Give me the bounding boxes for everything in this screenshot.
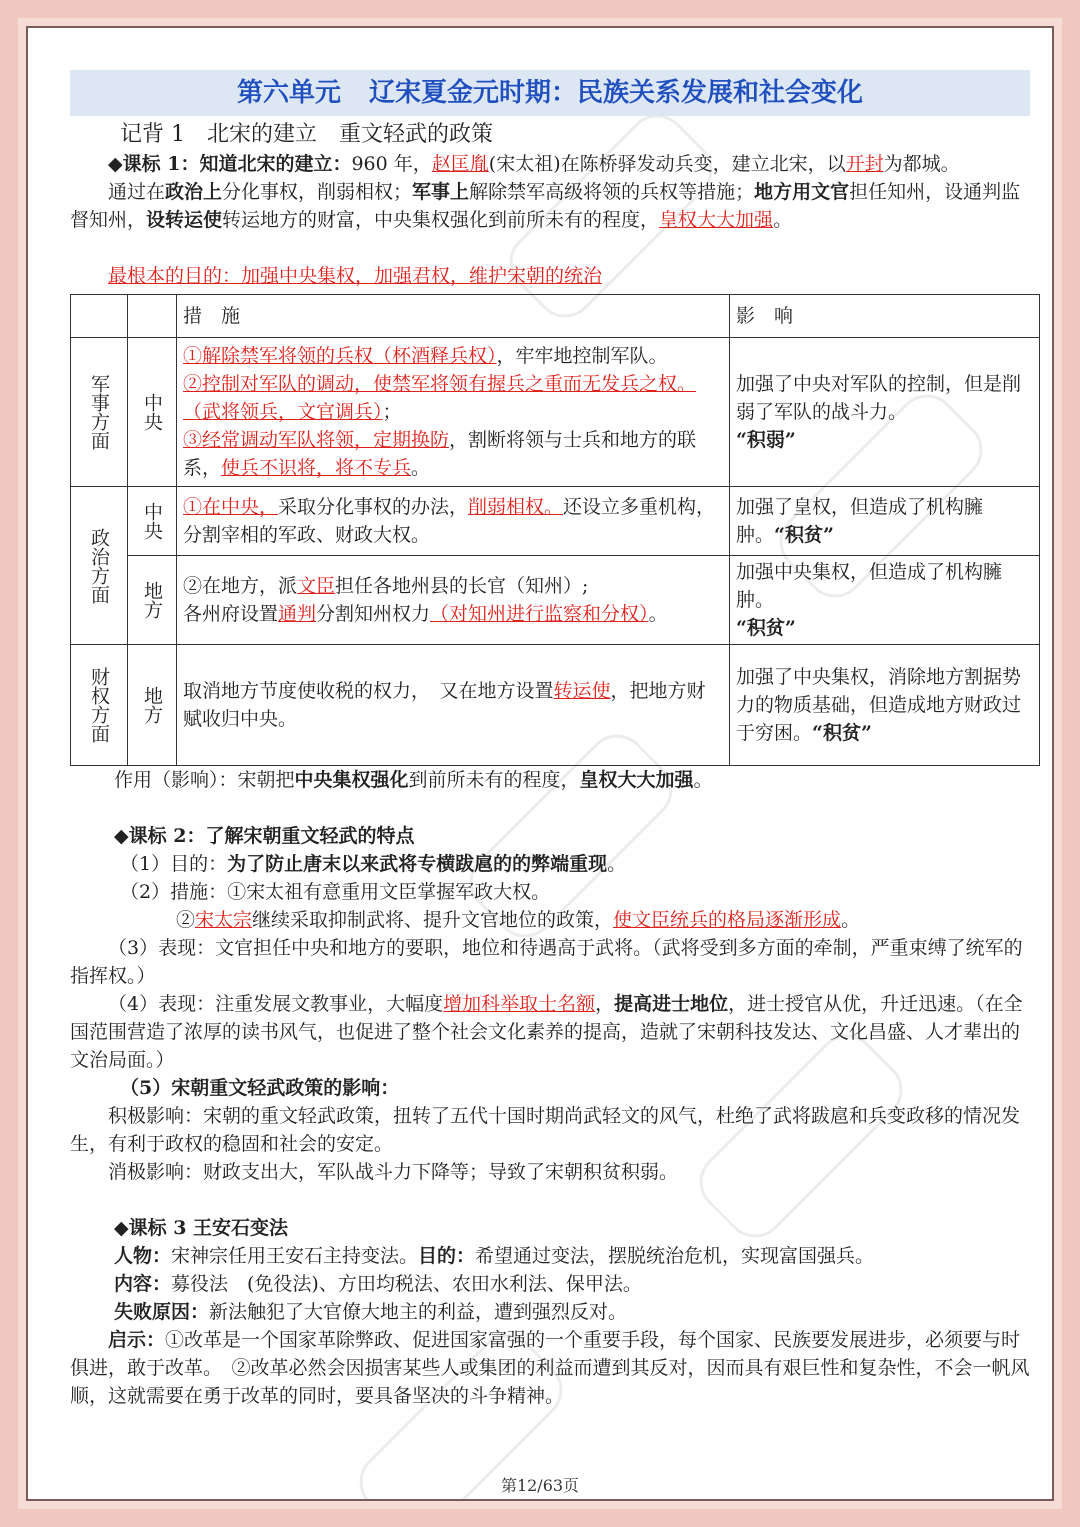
header-measures: 措 施 [177, 295, 730, 338]
category-finance: 财权方面 [71, 645, 128, 766]
fundamental-purpose: 最根本的目的：加强中央集权，加强君权，维护宋朝的统治 [108, 265, 603, 287]
table-row-finance [71, 645, 1040, 766]
category-military: 军事方面 [71, 338, 128, 487]
role-paragraph: 作用（影响）：宋朝把中央集权强化到前所未有的程度，皇权大大加强。 [114, 769, 713, 791]
page-title: 第六单元 辽宋夏金元时期：民族关系发展和社会变化 [70, 70, 1030, 116]
centralization-paragraph: 通过在政治上分化事权，削弱相权；军事上解除禁军高级将领的兵权等措施；地方用文官担任知州，设通判监督知州，设转运使转运地方的财富，中央集权强化到前所未有的程度，皇权大大加强。 [70, 181, 1021, 231]
header-effect: 影 响 [730, 295, 1040, 338]
military-measures: ①解除禁军将领的兵权（杯酒释兵权），牢牢地控制军队。 ②控制对军队的调动，使禁军将领有握兵之重而无发兵之权。（武将领兵，文官调兵）； ③经常调动军队将领，定期换防，割断将领与士兵和地方的联系，使兵不识将，将不专兵。 [177, 338, 730, 487]
document-content [70, 70, 1030, 1410]
kb2-line: 积极影响：宋朝的重文轻武政策，扭转了五代十国时期尚武轻文的风气，杜绝了武将跋扈和兵变政移的情况发生，有利于政权的稳固和社会的安定。 [70, 1105, 1021, 1155]
military-effect: 加强了中央对军队的控制，但是削弱了军队的战斗力。 “积弱” [730, 338, 1040, 487]
kb3-line: 启示：①改革是一个国家革除弊政、促进国家富强的一个重要手段，每个国家、民族要发展进步，必须要与时俱进，敢于改革。 ②改革必然会因损害某些人或集团的利益而遭到其反对，因而具有艰巨性和复杂性，不会一帆风顺，这就需要在勇于改革的同时，要具备坚决的斗争精神。 [70, 1329, 1030, 1407]
table-row-military [71, 338, 1040, 487]
political-local-effect: 加强中央集权，但造成了机构臃肿。 “积贫” [730, 556, 1040, 645]
measures-table [70, 294, 1040, 766]
kb3-heading: ◆课标 3 王安石变法 [114, 1217, 289, 1239]
sub-local: 地方 [128, 556, 177, 645]
kb3-line: 失败原因：新法触犯了大官僚大地主的利益，遭到强烈反对。 [114, 1301, 628, 1323]
page-number: 第12/63页 [500, 1476, 580, 1495]
sub-central: 中央 [128, 338, 177, 487]
kb2-heading: ◆课标 2：了解宋朝重文轻武的特点 [114, 825, 415, 847]
category-political: 政治方面 [71, 487, 128, 645]
kb1-paragraph: ◆课标 1：知道北宋的建立：960 年，赵匡胤(宋太祖)在陈桥驿发动兵变，建立北宋，以开封为都城。 [108, 153, 960, 175]
kb2-line: （5）宋朝重文轻武政策的影响： [120, 1077, 400, 1099]
kb3-line: 内容：募役法 (免役法)、方田均税法、农田水利法、保甲法。 [114, 1273, 642, 1295]
table-row-political-local [71, 556, 1040, 645]
kb2-line: （1）目的：为了防止唐末以来武将专横跋扈的的弊端重现。 [120, 853, 627, 875]
table-row-political-central [71, 487, 1040, 556]
table-header-row [71, 295, 1040, 338]
finance-effect: 加强了中央集权，消除地方割据势力的物质基础，但造成地方财政过于穷困。“积贫” [730, 645, 1040, 766]
kb3-line: 人物：宋神宗任用王安石主持变法。目的：希望通过变法，摆脱统治危机，实现富国强兵。 [114, 1245, 875, 1267]
document-page [26, 26, 1054, 1501]
sub-central: 中央 [128, 487, 177, 556]
political-local-measures: ②在地方，派文臣担任各地州县的长官（知州）; 各州府设置通判分割知州权力（对知州进行监察和分权）。 [177, 556, 730, 645]
kb2-line: （3）表现：文官担任中央和地方的要职，地位和待遇高于武将。（武将受到多方面的牵制，严重束缚了统军的指挥权。） [70, 937, 1023, 987]
kb2-line: （2）措施：①宋太祖有意重用文臣掌握军政大权。 [120, 881, 551, 903]
page-frame [18, 18, 1062, 1509]
political-central-measures: ①在中央，采取分化事权的办法，削弱相权。还设立多重机构，分割宰相的军政、财政大权。 [177, 487, 730, 556]
section-heading: 记背 1 北宋的建立 重文轻武的政策 [120, 122, 494, 147]
finance-measures: 取消地方节度使收税的权力， 又在地方设置转运使，把地方财赋收归中央。 [177, 645, 730, 766]
sub-local: 地方 [128, 645, 177, 766]
kb2-line: ②宋太宗继续采取抑制武将、提升文官地位的政策，使文臣统兵的格局逐渐形成。 [176, 909, 861, 931]
political-central-effect: 加强了皇权，但造成了机构臃肿。“积贫” [730, 487, 1040, 556]
kb2-line: （4）表现：注重发展文教事业，大幅度增加科举取士名额，提高进士地位，进士授官从优，升迁迅速。（在全国范围营造了浓厚的读书风气，也促进了整个社会文化素养的提高，造就了宋朝科技发达、文化昌盛、人才辈出的文治局面。） [70, 993, 1023, 1071]
kb2-line: 消极影响：财政支出大，军队战斗力下降等；导致了宋朝积贫积弱。 [108, 1161, 679, 1183]
